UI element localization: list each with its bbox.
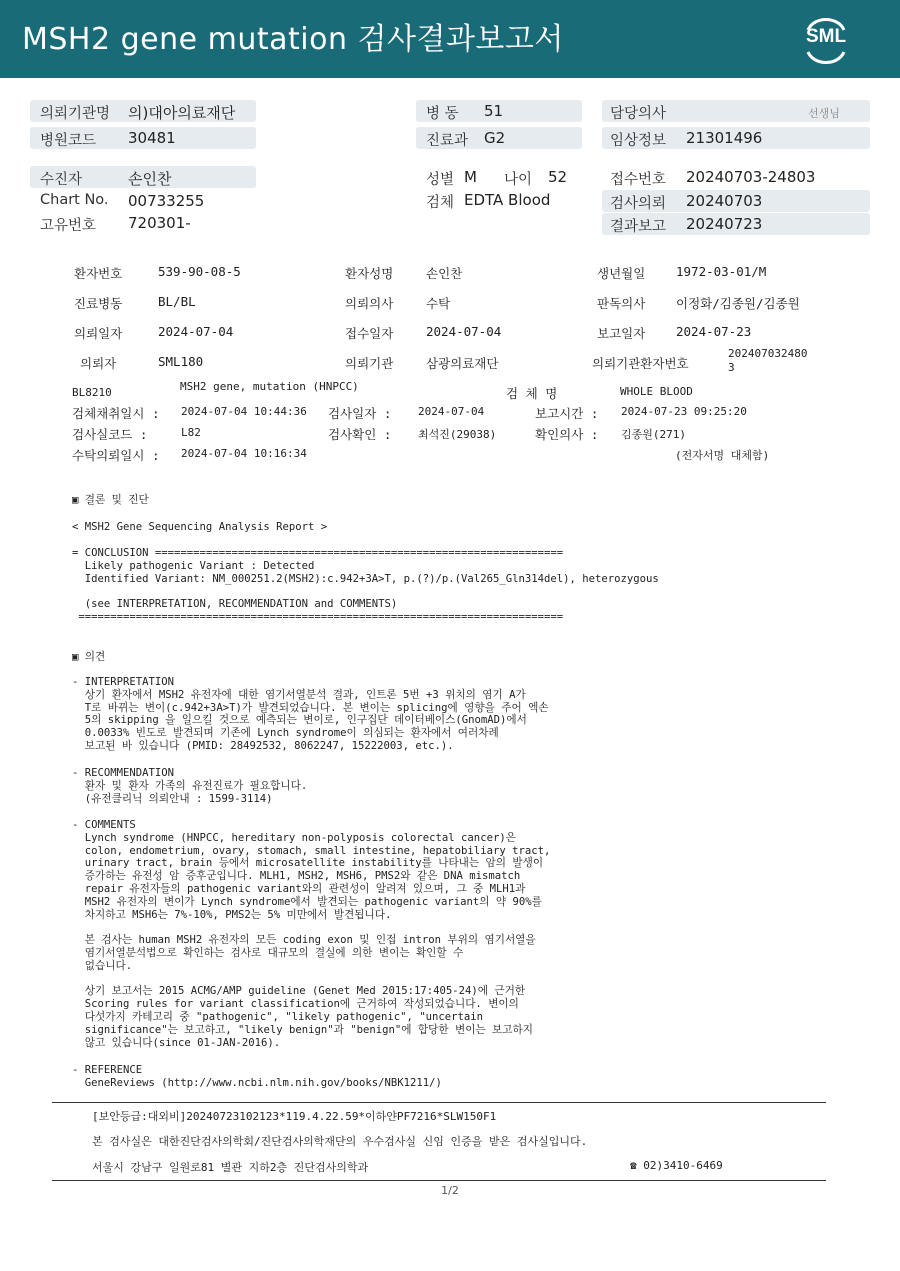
reference-block: - REFERENCE GeneReviews (http://www.ncbi.nlm.nih.gov/books/NBK1211/) bbox=[72, 1064, 442, 1089]
hosp-value: 30481 bbox=[128, 129, 176, 147]
report-time-label: 보고시간 : bbox=[535, 406, 599, 421]
conclusion-block: = CONCLUSION ================================================================ Likely pathogenic Variant : Detected Identified Variant: NM_000251.2(MSH2):c.942+3A>T, p.(?)/p.(Val265_Gln314del), heterozygous (see INTERPRETATION, RECOMMENDATION and COMMENTS) ============================================================================ bbox=[72, 547, 659, 623]
dept-label: 진료과 bbox=[426, 133, 469, 149]
sml-logo bbox=[796, 12, 856, 68]
interpretation-block: - INTERPRETATION 상기 환자에서 MSH2 유전자에 대한 염기서열분석 결과, 인트론 5번 +3 위치의 염기 A가 T로 바뀌는 변이(c.942+3A>T)가 발견되었습니다. 본 변이는 splicing에 영향을 주어 엑손 5의 skipping 을 일으킬 것으로 예측되는 변이로, 인구집단 데이터베이스(GnomAD)에서 0.0033% 빈도로 발견되며 기존에 Lynch syndrome이 의심되는 환자에서 여러차례 보고된 바 있습니다 (PMID: 28492532, 8062247, 15222003, etc.). bbox=[72, 676, 549, 752]
security-line: [보안등급:대외비]20240723102123*119.4.22.59*이하얀PF7216*SLW150F1 bbox=[92, 1110, 497, 1123]
analysis-report-title: < MSH2 Gene Sequencing Analysis Report > bbox=[72, 521, 328, 533]
pt-no-value: 539-90-08-5 bbox=[158, 264, 241, 279]
ward-label: 병 동 bbox=[426, 106, 459, 122]
patient-label: 수진자 bbox=[40, 172, 83, 188]
collect-value: 2024-07-04 10:44:36 bbox=[181, 405, 307, 418]
recv-date-label: 접수일자 bbox=[345, 326, 394, 341]
specimen2-value: WHOLE BLOOD bbox=[620, 385, 693, 398]
age-value: 52 bbox=[548, 168, 568, 186]
lab-code-label: 검사실코드 : bbox=[72, 427, 148, 442]
sex-label: 성별 bbox=[426, 172, 455, 188]
hosp-label: 병원코드 bbox=[40, 133, 97, 149]
report-row bbox=[602, 213, 870, 235]
confirm-doc-label: 확인의사 : bbox=[535, 427, 599, 442]
esign-note: (전자서명 대체함) bbox=[675, 449, 770, 462]
requester-value: SML180 bbox=[158, 354, 204, 369]
reader-label: 판독의사 bbox=[597, 296, 646, 311]
consign-value: 2024-07-04 10:16:34 bbox=[181, 447, 307, 460]
sex-value: M bbox=[464, 168, 477, 186]
req-date-label: 의뢰일자 bbox=[74, 326, 123, 341]
specimen-value: EDTA Blood bbox=[464, 191, 551, 209]
address-line: 서울시 강남구 일원로81 별관 지하2층 진단검사의학과 bbox=[92, 1161, 369, 1174]
chart-value: 00733255 bbox=[128, 192, 205, 210]
chart-label: Chart No. bbox=[40, 192, 109, 208]
report-time-value: 2024-07-23 09:25:20 bbox=[621, 405, 747, 418]
inst-value: 의)대아의료재단 bbox=[128, 104, 236, 122]
sex-age-row bbox=[416, 166, 596, 188]
patient-row bbox=[30, 166, 256, 188]
ward-row bbox=[416, 100, 582, 122]
patient-value: 손인찬 bbox=[128, 170, 172, 188]
inst-label: 의뢰기관명 bbox=[40, 106, 111, 122]
specimen2-label: 검 체 명 bbox=[506, 386, 558, 401]
req-inst-value: 삼광의료재단 bbox=[426, 356, 499, 371]
specimen-row bbox=[416, 189, 596, 211]
dept-value: G2 bbox=[484, 129, 506, 147]
test-name: MSH2 gene, mutation (HNPCC) bbox=[180, 380, 359, 393]
recv-row bbox=[602, 166, 870, 188]
doctor-suffix: 선생님 bbox=[808, 107, 840, 120]
req-inst-label: 의뢰기관 bbox=[345, 356, 394, 371]
hosp-row bbox=[30, 127, 256, 149]
id-label: 고유번호 bbox=[40, 218, 97, 234]
pt-no-label: 환자번호 bbox=[74, 266, 123, 281]
rep-date-value: 2024-07-23 bbox=[676, 324, 752, 339]
id-row bbox=[30, 212, 256, 234]
id-value: 720301- bbox=[128, 214, 191, 232]
recommendation-block: - RECOMMENDATION 환자 및 환자 가족의 유전진료가 필요합니다. (유전클리닉 의뢰안내 : 1599-3114) bbox=[72, 767, 308, 805]
ward2-value: BL/BL bbox=[158, 294, 196, 309]
test-code: BL8210 bbox=[72, 386, 112, 399]
clinical-value: 21301496 bbox=[686, 129, 763, 147]
req-label: 검사의뢰 bbox=[610, 196, 667, 212]
req-date-value: 2024-07-04 bbox=[158, 324, 234, 339]
req-row bbox=[602, 190, 870, 212]
dob-label: 생년월일 bbox=[597, 266, 646, 281]
confirm-doc-value: 김종원(271) bbox=[621, 428, 686, 441]
chart-row bbox=[30, 190, 256, 212]
header-bar bbox=[0, 0, 900, 78]
page-number: 1/2 bbox=[441, 1184, 459, 1197]
clinical-row bbox=[602, 127, 870, 149]
section-conclusion-heading: ▣ 결론 및 진단 bbox=[72, 494, 149, 506]
recv-label: 접수번호 bbox=[610, 172, 667, 188]
clinical-label: 임상정보 bbox=[610, 133, 667, 149]
report-value: 20240723 bbox=[686, 215, 763, 233]
pt-name-label: 환자성명 bbox=[345, 266, 394, 281]
ward-value: 51 bbox=[484, 102, 504, 120]
footer-top-rule bbox=[52, 1102, 826, 1103]
dept-row bbox=[416, 127, 582, 149]
logo-text: SML bbox=[805, 26, 847, 47]
cert-line: 본 검사실은 대한진단검사의학회/진단검사의학재단의 우수검사실 신임 인증을 받은 검사실입니다. bbox=[92, 1135, 588, 1148]
pt-name-value: 손인찬 bbox=[426, 266, 463, 281]
dob-value: 1972-03-01/M bbox=[676, 264, 767, 279]
footer-bottom-rule bbox=[52, 1180, 826, 1181]
report-title: MSH2 gene mutation 검사결과보고서 bbox=[22, 22, 564, 57]
report-label: 결과보고 bbox=[610, 219, 667, 235]
req-doc-label: 의뢰의사 bbox=[345, 296, 394, 311]
recv-date-value: 2024-07-04 bbox=[426, 324, 502, 339]
rep-date-label: 보고일자 bbox=[597, 326, 646, 341]
specimen-label: 검체 bbox=[426, 195, 455, 211]
req-pt-no-value: 202407032480 bbox=[728, 347, 808, 360]
inst-row bbox=[30, 100, 256, 122]
ward2-label: 진료병동 bbox=[74, 296, 123, 311]
phone-line: ☎ 02)3410-6469 bbox=[630, 1159, 723, 1172]
collect-label: 검체채취일시 : bbox=[72, 406, 160, 421]
requester-label: 의뢰자 bbox=[80, 356, 117, 371]
req-pt-no-value-cont: 3 bbox=[728, 361, 735, 374]
confirm-value: 최석진(29038) bbox=[418, 428, 497, 441]
req-doc-value: 수탁 bbox=[426, 296, 451, 311]
req-value: 20240703 bbox=[686, 192, 763, 210]
reader-value: 이정화/김종원/김종원 bbox=[676, 296, 800, 311]
doctor-row bbox=[602, 100, 870, 122]
test-date-label: 검사일자 : bbox=[328, 406, 392, 421]
doctor-label: 담당의사 bbox=[610, 106, 667, 122]
section-opinion-heading: ▣ 의견 bbox=[72, 651, 106, 663]
lab-code-value: L82 bbox=[181, 426, 201, 439]
consign-label: 수탁의뢰일시 : bbox=[72, 448, 160, 463]
recv-value: 20240703-24803 bbox=[686, 168, 816, 186]
comments-block: - COMMENTS Lynch syndrome (HNPCC, hereditary non-polyposis colorectal cancer)은 colon, endometrium, ovary, stomach, small intestine, hepatobiliary tract, urinary tract, brain 등에서 microsatellite instability를 나타내는 암의 발생이 증가하는 유전성 암 증후군입니다. MLH1, MSH2, MSH6, PMS2와 같은 DNA mismatch repair 유전자들의 pathogenic variant와의 관련성이 알려져 있으며, 그 중 MLH1과 MSH2 유전자의 변이가 Lynch syndrome에서 발견되는 pathogenic variant의 약 90%를 차지하고 MSH6는 7%-10%, PMS2는 5% 미만에서 발견됩니다. 본 검사는 human MSH2 유전자의 모든 coding exon 및 인접 intron 부위의 염기서열을 염기서열분석법으로 확인하는 검사로 대규모의 결실에 의한 변이는 확인할 수 없습니다. 상기 보고서는 2015 ACMG/AMP guideline (Genet Med 2015:17:405-24)에 근거한 Scoring rules for variant classification에 근거하여 작성되었습니다. 변이의 다섯가지 카테고리 중 "pathogenic", "likely pathogenic", "uncertain significance"는 보고하고, "likely benign"과 "benign"에 합당한 변이는 보고하지 않고 있습니다(since 01-JAN-2016). bbox=[72, 819, 551, 1049]
req-pt-no-label: 의뢰기관환자번호 bbox=[592, 356, 689, 371]
confirm-label: 검사확인 : bbox=[328, 427, 392, 442]
test-date-value: 2024-07-04 bbox=[418, 405, 485, 418]
age-label: 나이 bbox=[504, 172, 533, 188]
